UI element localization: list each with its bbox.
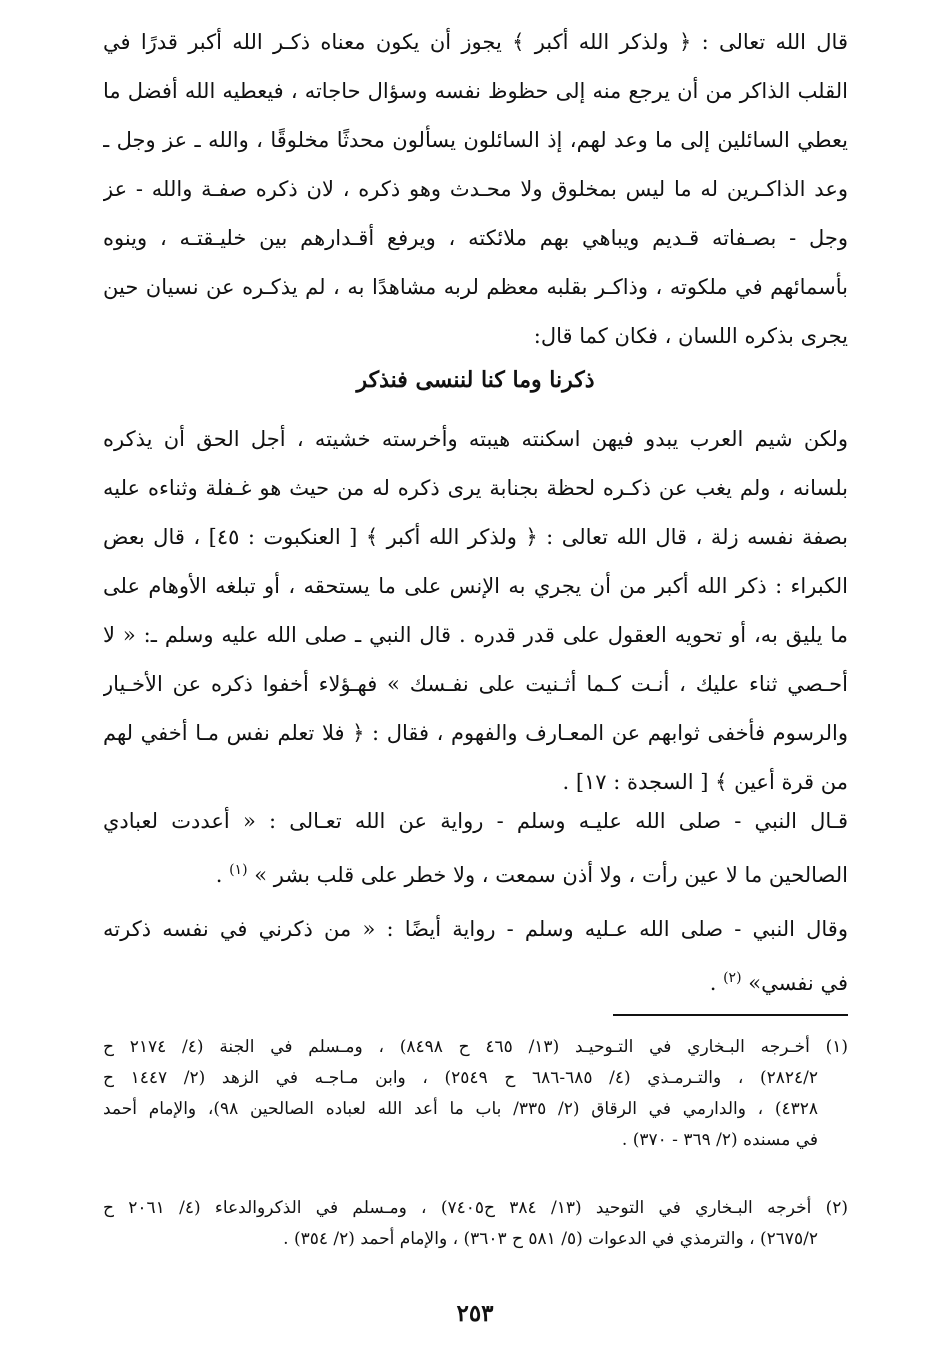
text-segment: . <box>709 971 724 995</box>
text-line <box>103 954 848 1003</box>
footnote-2 <box>103 1193 848 1255</box>
text-line: الكبراء : ذكر الله أكبر من أن يجري به الإنس على ما يستحقه ، أو تبلغه الأوهام على <box>103 574 848 598</box>
text-line: القلب الذاكر من أن يرجع منه إلى حظوظ نفسه وسؤال حاجاته ، فيعطيه الله أفضل ما <box>103 79 848 103</box>
text-line: ما يليق به، أو تحويه العقول على قدر قدره . قال النبي ـ صلى الله عليه وسلم ـ: « لا <box>103 623 848 647</box>
text-line: وقال النبي - صلى الله عـليه وسلم - رواية أيضًا : « من ذكرني في نفسه ذكرته <box>103 917 848 941</box>
text-line: يعطي السائلين إلى ما وعد لهم، إذ السائلون يسألون محدثًا مخلوقًا ، والله ـ عز وجل ـ <box>103 128 848 152</box>
text-segment: الصالحين ما لا عين رأت ، ولا أذن سمعت ، ولا خطر على قلب بشر » <box>254 863 848 887</box>
page-number: ٢٥٣ <box>456 1300 494 1327</box>
footnote-line: ٤٣٢٨) ، والدارمي في الرقاق (٢/ ٣٣٥/ باب ما أعد الله لعباده الصالحين ٩٨)، والإمام أحمد <box>103 1099 819 1119</box>
paragraph-4 <box>103 905 848 1003</box>
paragraph-3 <box>103 797 848 895</box>
paragraph-2 <box>103 415 848 807</box>
footnote-line: (٢) أخرجه البـخاري في التوحيد (١٣/ ٣٨٤ ح٧٤٠٥) ، ومـسلم في الذكروالدعاء (٤/ ٢٠٦١ ح <box>103 1198 848 1218</box>
footnote-line: (١) أخـرجه البـخاري في التـوحيـد (١٣/ ٤٦٥ ح ٨٤٩٨) ، ومـسلم في الجنة (٤/ ٢١٧٤ ح <box>103 1037 848 1057</box>
text-line: بأسمائهم في ملكوته ، وذاكـر بقلبه معظم لربه مشاهدًا به ، لم يذكـره عن نسيان حين <box>103 275 848 299</box>
footnote-line: ٢٨٢٤/٢) ، والتـرمـذي (٤/ ٦٨٥-٦٨٦ ح ٢٥٤٩) ، وابن مـاجـه في الزهد (٢/ ١٤٤٧ ح <box>103 1068 818 1088</box>
footnote-separator <box>613 1014 848 1016</box>
text-line: أحـصي ثناء عليك ، أنـت كـما أثـنيت على نفـسك » فهـؤلاء أخفوا ذكره عن الأخـيار <box>103 672 848 696</box>
text-line: وجل - بصـفاته قـديم ويباهي بهم ملائكته ، ويرفع أقـدارهم بين خليـقتـه ، وينوه <box>103 226 848 250</box>
footnote-line: ٢٦٧٥/٢) ، والترمذي في الدعوات (٥/ ٥٨١ ح ٣٦٠٣) ، والإمام أحمد (٢/ ٣٥٤) . <box>283 1229 818 1249</box>
text-line <box>103 846 848 895</box>
text-line: والرسوم فأخفى ثوابهم عن المعـارف والفهوم ، فقال : ﴿ فلا تعلم نفس مـا أخفي لهم <box>103 721 848 745</box>
text-segment: . <box>215 863 230 887</box>
text-line: قـال النبي - صلى الله عليـه وسلم - رواية عن الله تعـالى : « أعددت لعبادي <box>103 809 848 833</box>
footnote-line: في مسنده (٢/ ٣٦٩ - ٣٧٠) . <box>621 1130 818 1150</box>
paragraph-1 <box>103 18 848 361</box>
text-segment: في نفسي» <box>748 971 848 995</box>
text-line: بلسانه ، ولم يغب عن ذكـره لحظة بجنابة يرى ذكره له من حيث هو غـفلة وثناءه عليه <box>103 476 848 500</box>
text-line: قال الله تعالى : ﴿ ولذكر الله أكبر ﴾ يجوز أن يكون معناه ذكـر الله أكبر قدرًا في <box>103 30 848 54</box>
text-line: بصفة نفسه زلة ، قال الله تعالى : ﴿ ولذكر الله أكبر ﴾ [ العنكبوت : ٤٥] ، قال بعض <box>103 525 848 549</box>
footnote-ref[interactable]: (١) <box>229 862 248 878</box>
text-line: ولكن شيم العرب يبدو فيهن اسكنته هيبته وأخرسته خشيته ، أجل الحق أن يذكره <box>103 427 848 451</box>
text-line: من قرة أعين ﴾ [ السجدة : ١٧] . <box>562 770 848 794</box>
text-line: يجرى بذكره اللسان ، فكان كما قال: <box>533 324 848 348</box>
verse-heading: ذكرنا وما كنا لننسى فنذكر <box>356 367 595 393</box>
footnote-ref[interactable]: (٢) <box>723 970 742 986</box>
footnote-1 <box>103 1032 848 1156</box>
text-line: وعد الذاكـرين له ما ليس بمخلوق ولا محـدث وهو ذكره ، لان ذكره صفـة والله - عز <box>103 177 848 201</box>
